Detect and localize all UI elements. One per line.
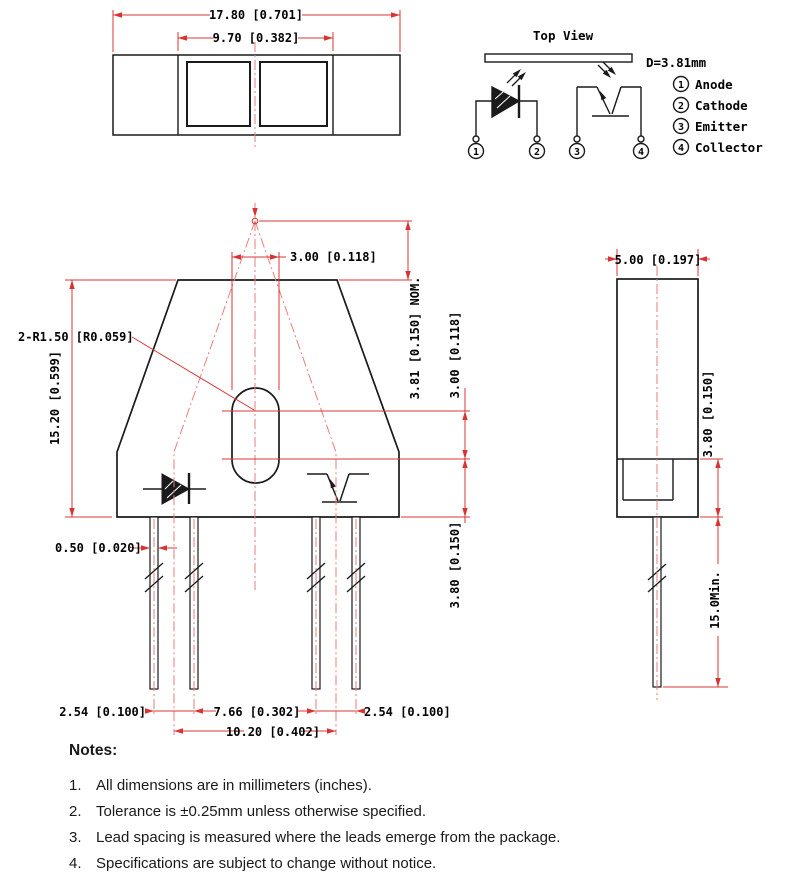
dim-step-height-label: 3.80 [0.150] [701,370,715,458]
svg-text:1: 1 [677,80,685,91]
dim-window-span-label: 9.70 [0.382] [212,31,300,45]
dim-depth-label: 5.00 [0.197] [614,253,702,267]
legend-collector: Collector [695,140,763,155]
front-view [18,203,470,739]
note-number: 4. [69,855,82,872]
svg-text:4: 4 [677,143,685,154]
note-item [69,851,729,877]
anode-wire [476,101,492,136]
dim-lead-length-label: 15.0Min. [708,571,722,629]
notes-section [69,742,729,877]
legend-cathode: Cathode [695,98,748,113]
led-symbol [473,85,540,142]
side-view [605,249,728,700]
dim-body-height-label: 15.20 [0.599] [48,351,62,445]
dim-lead-span-label: 7.66 [0.302] [213,705,301,719]
dim-slot-centers-label: 3.00 [0.118] [448,311,462,399]
schematic-top-view [469,28,764,159]
phototransistor-symbol [574,87,644,142]
pin-3-number: 3 [573,147,581,158]
dim-lead-thickness-label: 0.50 [0.020] [55,541,142,555]
note-number: 1. [69,777,82,794]
legend-anode: Anode [695,77,733,92]
dim-slot-radius-label: 2-R1.50 [R0.059] [18,330,134,344]
pin-legend [674,77,764,156]
note-text: Specifications are subject to change without notice. [96,855,437,872]
diode-triangle [492,87,519,117]
emitter-window [187,62,250,126]
package-top-outline [113,55,400,135]
schematic-title: Top View [532,28,594,43]
dim-overall-width-label: 17.80 [0.701] [209,8,303,22]
note-text: All dimensions are in millimeters (inches). [96,777,372,794]
note-number: 3. [69,829,82,846]
note-number: 2. [69,803,82,820]
note-item [69,825,729,851]
note-item [69,773,729,799]
svg-text:3: 3 [677,122,685,133]
dim-lead-pitch-right-label: 2.54 [0.100] [364,705,451,719]
detector-window [260,62,327,126]
note-text: Lead spacing is measured where the leads emerge from the package. [96,829,561,846]
svg-text:2: 2 [677,101,685,112]
notes-list [69,773,729,877]
dim-focal-height-label: 3.81 [0.150] NOM. [408,276,422,400]
gap-distance-label: D=3.81mm [646,55,707,70]
dim-lead-pitch-left-label: 2.54 [0.100] [59,705,146,719]
dim-slot-width-label: 3.00 [0.118] [290,250,377,264]
notes-title: Notes: [69,742,118,759]
schematic-pin-numbers [469,144,649,159]
emission-arrows-icon [507,67,528,86]
legend-emitter: Emitter [695,119,748,134]
front-leads [150,517,360,689]
note-text: Tolerance is ±0.25mm unless otherwise specified. [96,803,427,820]
dim-axis-span-label: 10.20 [0.402] [226,725,320,739]
pin-2-number: 2 [533,147,541,158]
pin-4-number: 4 [637,147,645,158]
dim-slot-to-base-label: 3.80 [0.150] [448,521,462,609]
reception-arrows-icon [598,62,618,80]
pin-1-number: 1 [472,147,480,158]
cathode-wire [519,101,537,136]
note-item [69,799,729,825]
reflector-bar [485,54,632,62]
package-top-view [113,55,400,135]
